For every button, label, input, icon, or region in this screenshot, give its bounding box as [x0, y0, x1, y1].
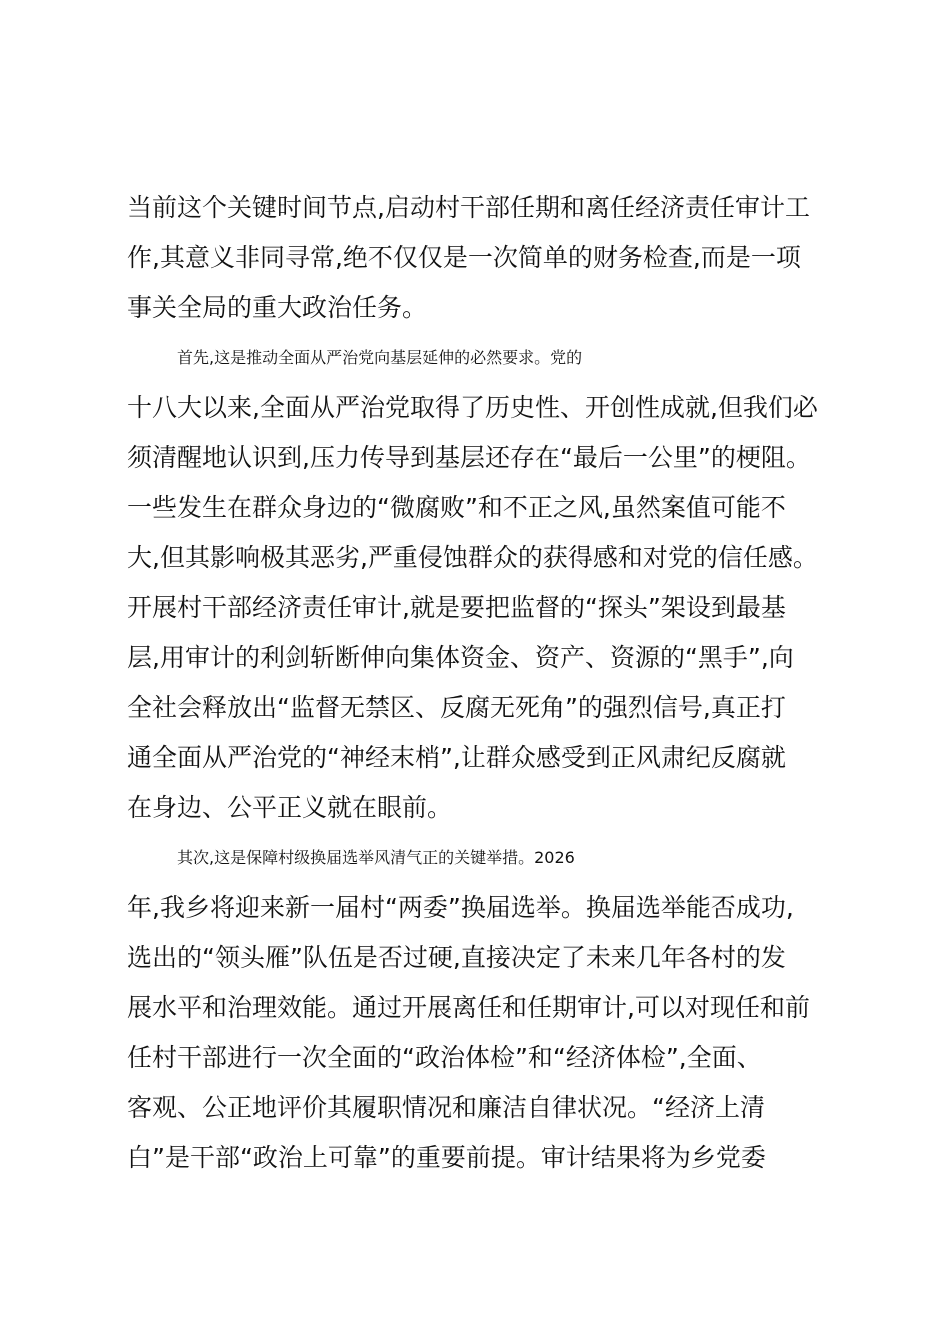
- paragraph-line: 年,我乡将迎来新一届村“两委”换届选举。换届选举能否成功,: [127, 893, 794, 922]
- paragraph-line: 十八大以来,全面从严治党取得了历史性、开创性成就,但我们必: [127, 393, 818, 422]
- paragraph-line: 开展村干部经济责任审计,就是要把监督的“探头”架设到最基: [127, 593, 786, 622]
- paragraph-line: 须清醒地认识到,压力传导到基层还存在“最后一公里”的梗阻。: [127, 443, 811, 472]
- paragraph-line: 任村干部进行一次全面的“政治体检”和“经济体检”,全面、: [127, 1043, 762, 1072]
- paragraph-line: 在身边、公平正义就在眼前。: [127, 793, 453, 822]
- paragraph-line: 客观、公正地评价其履职情况和廉洁自律状况。“经济上清: [127, 1093, 765, 1122]
- paragraph-line: 其次,这是保障村级换届选举风清气正的关键举措。2026: [177, 848, 575, 867]
- paragraph-line: 选出的“领头雁”队伍是否过硬,直接决定了未来几年各村的发: [127, 943, 786, 972]
- paragraph-line: 展水平和治理效能。通过开展离任和任期审计,可以对现任和前: [127, 993, 810, 1022]
- paragraph-line: 通全面从严治党的“神经末梢”,让群众感受到正风肃纪反腐就: [127, 743, 786, 772]
- paragraph-line: 白”是干部“政治上可靠”的重要前提。审计结果将为乡党委: [127, 1143, 766, 1172]
- paragraph-line: 首先,这是推动全面从严治党向基层延伸的必然要求。党的: [177, 348, 583, 367]
- paragraph-line: 全社会释放出“监督无禁区、反腐无死角”的强烈信号,真正打: [127, 693, 786, 722]
- paragraph-line: 一些发生在群众身边的“微腐败”和不正之风,虽然案值可能不: [127, 493, 786, 522]
- paragraph-line: 层,用审计的利剑斩断伸向集体资金、资产、资源的“黑手”,向: [127, 643, 794, 672]
- paragraph-line: 当前这个关键时间节点,启动村干部任期和离任经济责任审计工: [127, 193, 810, 222]
- paragraph-line: 事关全局的重大政治任务。: [127, 293, 428, 322]
- paragraph-line: 大,但其影响极其恶劣,严重侵蚀群众的获得感和对党的信任感。: [127, 543, 818, 572]
- paragraph-line: 作,其意义非同寻常,绝不仅仅是一次简单的财务检查,而是一项: [127, 243, 801, 272]
